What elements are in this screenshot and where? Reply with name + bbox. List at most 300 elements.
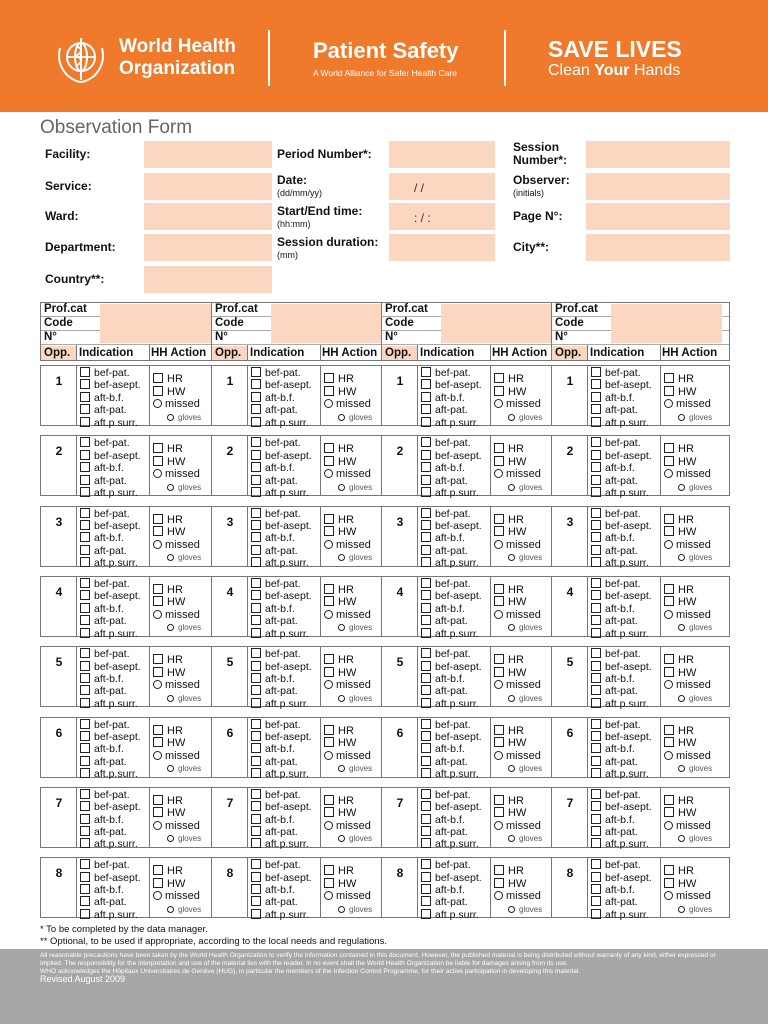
checkbox[interactable] bbox=[421, 487, 431, 497]
indication-option[interactable] bbox=[421, 590, 482, 602]
prof-cat-field[interactable] bbox=[271, 304, 382, 343]
prof-cat-field[interactable] bbox=[100, 304, 211, 343]
checkbox[interactable] bbox=[421, 673, 431, 683]
hh-action-option[interactable] bbox=[494, 795, 542, 808]
checkbox[interactable] bbox=[80, 487, 90, 497]
indication-option[interactable] bbox=[80, 603, 141, 615]
indication-option[interactable] bbox=[80, 743, 141, 755]
radio-button[interactable] bbox=[338, 624, 345, 631]
checkbox[interactable] bbox=[591, 719, 601, 729]
checkbox[interactable] bbox=[591, 404, 601, 414]
checkbox[interactable] bbox=[251, 628, 261, 638]
checkbox[interactable] bbox=[421, 437, 431, 447]
indication-option[interactable] bbox=[80, 578, 141, 590]
gloves-option[interactable] bbox=[153, 412, 201, 425]
checkbox[interactable] bbox=[421, 462, 431, 472]
indication-option[interactable] bbox=[421, 615, 482, 627]
checkbox[interactable] bbox=[421, 603, 431, 613]
hh-action-option[interactable] bbox=[494, 750, 542, 763]
checkbox[interactable] bbox=[251, 615, 261, 625]
checkbox[interactable] bbox=[80, 578, 90, 588]
checkbox[interactable] bbox=[421, 417, 431, 427]
checkbox[interactable] bbox=[421, 508, 431, 518]
checkbox[interactable] bbox=[80, 673, 90, 683]
hh-action-option[interactable] bbox=[494, 679, 542, 692]
hh-action-option[interactable] bbox=[664, 679, 712, 692]
indication-option[interactable] bbox=[251, 508, 312, 520]
checkbox[interactable] bbox=[251, 661, 261, 671]
checkbox[interactable] bbox=[494, 878, 504, 888]
indication-option[interactable] bbox=[421, 379, 482, 391]
hh-action-option[interactable] bbox=[324, 737, 372, 750]
indication-option[interactable] bbox=[421, 743, 482, 755]
indication-option[interactable] bbox=[421, 814, 482, 826]
start-end-time-field[interactable]: : / : bbox=[389, 203, 495, 230]
gloves-option[interactable] bbox=[324, 622, 372, 635]
indication-option[interactable] bbox=[251, 698, 312, 710]
indication-option[interactable] bbox=[80, 801, 141, 813]
checkbox[interactable] bbox=[251, 520, 261, 530]
hh-action-option[interactable] bbox=[494, 865, 542, 878]
indication-option[interactable] bbox=[421, 756, 482, 768]
radio-button[interactable] bbox=[508, 765, 515, 772]
checkbox[interactable] bbox=[494, 373, 504, 383]
indication-option[interactable] bbox=[80, 379, 141, 391]
radio-button[interactable] bbox=[153, 891, 162, 900]
indication-option[interactable] bbox=[80, 896, 141, 908]
indication-option[interactable] bbox=[591, 367, 652, 379]
checkbox[interactable] bbox=[421, 756, 431, 766]
radio-button[interactable] bbox=[678, 765, 685, 772]
indication-option[interactable] bbox=[251, 557, 312, 569]
checkbox[interactable] bbox=[421, 532, 431, 542]
checkbox[interactable] bbox=[251, 698, 261, 708]
indication-option[interactable] bbox=[421, 392, 482, 404]
checkbox[interactable] bbox=[153, 596, 163, 606]
radio-button[interactable] bbox=[508, 554, 515, 561]
indication-option[interactable] bbox=[251, 661, 312, 673]
indication-option[interactable] bbox=[591, 603, 652, 615]
indication-option[interactable] bbox=[80, 756, 141, 768]
checkbox[interactable] bbox=[324, 456, 334, 466]
checkbox[interactable] bbox=[80, 814, 90, 824]
indication-option[interactable] bbox=[251, 615, 312, 627]
hh-action-option[interactable] bbox=[153, 456, 201, 469]
indication-option[interactable] bbox=[421, 801, 482, 813]
checkbox[interactable] bbox=[251, 462, 261, 472]
indication-option[interactable] bbox=[591, 768, 652, 780]
checkbox[interactable] bbox=[591, 859, 601, 869]
checkbox[interactable] bbox=[324, 795, 334, 805]
indication-option[interactable] bbox=[591, 859, 652, 871]
indication-option[interactable] bbox=[421, 508, 482, 520]
checkbox[interactable] bbox=[591, 909, 601, 919]
indication-option[interactable] bbox=[251, 826, 312, 838]
checkbox[interactable] bbox=[421, 685, 431, 695]
hh-action-option[interactable] bbox=[324, 750, 372, 763]
hh-action-option[interactable] bbox=[664, 526, 712, 539]
checkbox[interactable] bbox=[494, 737, 504, 747]
checkbox[interactable] bbox=[251, 909, 261, 919]
indication-option[interactable] bbox=[251, 404, 312, 416]
indication-option[interactable] bbox=[421, 768, 482, 780]
indication-option[interactable] bbox=[251, 884, 312, 896]
indication-option[interactable] bbox=[421, 731, 482, 743]
radio-button[interactable] bbox=[338, 414, 345, 421]
indication-option[interactable] bbox=[80, 590, 141, 602]
radio-button[interactable] bbox=[338, 835, 345, 842]
indication-option[interactable] bbox=[80, 615, 141, 627]
hh-action-option[interactable] bbox=[664, 398, 712, 411]
hh-action-option[interactable] bbox=[153, 750, 201, 763]
hh-action-option[interactable] bbox=[153, 820, 201, 833]
checkbox[interactable] bbox=[591, 603, 601, 613]
checkbox[interactable] bbox=[80, 379, 90, 389]
hh-action-option[interactable] bbox=[153, 514, 201, 527]
hh-action-option[interactable] bbox=[664, 807, 712, 820]
checkbox[interactable] bbox=[421, 520, 431, 530]
indication-option[interactable] bbox=[591, 379, 652, 391]
gloves-option[interactable] bbox=[494, 833, 542, 846]
checkbox[interactable] bbox=[421, 475, 431, 485]
hh-action-option[interactable] bbox=[153, 539, 201, 552]
radio-button[interactable] bbox=[338, 765, 345, 772]
hh-action-option[interactable] bbox=[494, 514, 542, 527]
gloves-option[interactable] bbox=[153, 482, 201, 495]
checkbox[interactable] bbox=[324, 667, 334, 677]
checkbox[interactable] bbox=[251, 367, 261, 377]
checkbox[interactable] bbox=[251, 437, 261, 447]
indication-option[interactable] bbox=[421, 450, 482, 462]
indication-option[interactable] bbox=[80, 661, 141, 673]
indication-option[interactable] bbox=[251, 909, 312, 921]
hh-action-option[interactable] bbox=[153, 609, 201, 622]
checkbox[interactable] bbox=[494, 725, 504, 735]
checkbox[interactable] bbox=[421, 801, 431, 811]
checkbox[interactable] bbox=[80, 520, 90, 530]
gloves-option[interactable] bbox=[664, 904, 712, 917]
indication-option[interactable] bbox=[421, 628, 482, 640]
checkbox[interactable] bbox=[421, 789, 431, 799]
indication-option[interactable] bbox=[251, 487, 312, 499]
checkbox[interactable] bbox=[153, 795, 163, 805]
checkbox[interactable] bbox=[421, 872, 431, 882]
checkbox[interactable] bbox=[251, 603, 261, 613]
gloves-option[interactable] bbox=[153, 622, 201, 635]
checkbox[interactable] bbox=[251, 838, 261, 848]
radio-button[interactable] bbox=[338, 554, 345, 561]
radio-button[interactable] bbox=[324, 680, 333, 689]
gloves-option[interactable] bbox=[494, 763, 542, 776]
hh-action-option[interactable] bbox=[324, 539, 372, 552]
checkbox[interactable] bbox=[80, 532, 90, 542]
date-field[interactable]: / / bbox=[389, 173, 495, 200]
radio-button[interactable] bbox=[494, 680, 503, 689]
hh-action-option[interactable] bbox=[153, 526, 201, 539]
checkbox[interactable] bbox=[591, 615, 601, 625]
checkbox[interactable] bbox=[80, 884, 90, 894]
checkbox[interactable] bbox=[591, 789, 601, 799]
radio-button[interactable] bbox=[153, 610, 162, 619]
indication-option[interactable] bbox=[591, 896, 652, 908]
city-field[interactable] bbox=[586, 234, 730, 261]
checkbox[interactable] bbox=[591, 475, 601, 485]
checkbox[interactable] bbox=[664, 737, 674, 747]
indication-option[interactable] bbox=[80, 872, 141, 884]
indication-option[interactable] bbox=[591, 756, 652, 768]
checkbox[interactable] bbox=[494, 667, 504, 677]
checkbox[interactable] bbox=[80, 462, 90, 472]
gloves-option[interactable] bbox=[664, 763, 712, 776]
checkbox[interactable] bbox=[591, 392, 601, 402]
checkbox[interactable] bbox=[591, 487, 601, 497]
checkbox[interactable] bbox=[421, 814, 431, 824]
hh-action-option[interactable] bbox=[324, 679, 372, 692]
checkbox[interactable] bbox=[251, 673, 261, 683]
checkbox[interactable] bbox=[324, 514, 334, 524]
indication-option[interactable] bbox=[421, 719, 482, 731]
hh-action-option[interactable] bbox=[324, 584, 372, 597]
indication-option[interactable] bbox=[421, 648, 482, 660]
hh-action-option[interactable] bbox=[324, 820, 372, 833]
indication-option[interactable] bbox=[591, 648, 652, 660]
checkbox[interactable] bbox=[251, 590, 261, 600]
checkbox[interactable] bbox=[80, 685, 90, 695]
radio-button[interactable] bbox=[324, 751, 333, 760]
indication-option[interactable] bbox=[421, 872, 482, 884]
radio-button[interactable] bbox=[494, 751, 503, 760]
checkbox[interactable] bbox=[324, 865, 334, 875]
checkbox[interactable] bbox=[664, 807, 674, 817]
radio-button[interactable] bbox=[167, 906, 174, 913]
checkbox[interactable] bbox=[251, 719, 261, 729]
checkbox[interactable] bbox=[324, 807, 334, 817]
radio-button[interactable] bbox=[338, 695, 345, 702]
checkbox[interactable] bbox=[591, 896, 601, 906]
country-field[interactable] bbox=[144, 266, 272, 293]
hh-action-option[interactable] bbox=[494, 890, 542, 903]
hh-action-option[interactable] bbox=[664, 865, 712, 878]
indication-option[interactable] bbox=[591, 462, 652, 474]
hh-action-option[interactable] bbox=[494, 725, 542, 738]
checkbox[interactable] bbox=[324, 725, 334, 735]
hh-action-option[interactable] bbox=[153, 890, 201, 903]
checkbox[interactable] bbox=[591, 743, 601, 753]
radio-button[interactable] bbox=[494, 399, 503, 408]
gloves-option[interactable] bbox=[664, 552, 712, 565]
checkbox[interactable] bbox=[153, 865, 163, 875]
checkbox[interactable] bbox=[421, 379, 431, 389]
hh-action-option[interactable] bbox=[153, 878, 201, 891]
checkbox[interactable] bbox=[591, 379, 601, 389]
indication-option[interactable] bbox=[251, 801, 312, 813]
checkbox[interactable] bbox=[591, 532, 601, 542]
hh-action-option[interactable] bbox=[494, 386, 542, 399]
hh-action-option[interactable] bbox=[664, 609, 712, 622]
hh-action-option[interactable] bbox=[153, 386, 201, 399]
checkbox[interactable] bbox=[153, 584, 163, 594]
checkbox[interactable] bbox=[251, 578, 261, 588]
checkbox[interactable] bbox=[251, 896, 261, 906]
indication-option[interactable] bbox=[591, 743, 652, 755]
checkbox[interactable] bbox=[80, 475, 90, 485]
indication-option[interactable] bbox=[421, 520, 482, 532]
checkbox[interactable] bbox=[494, 795, 504, 805]
indication-option[interactable] bbox=[80, 557, 141, 569]
indication-option[interactable] bbox=[591, 909, 652, 921]
checkbox[interactable] bbox=[251, 417, 261, 427]
checkbox[interactable] bbox=[80, 768, 90, 778]
indication-option[interactable] bbox=[591, 475, 652, 487]
period-number-field[interactable] bbox=[389, 141, 495, 168]
hh-action-option[interactable] bbox=[664, 456, 712, 469]
checkbox[interactable] bbox=[494, 865, 504, 875]
indication-option[interactable] bbox=[80, 719, 141, 731]
radio-button[interactable] bbox=[664, 540, 673, 549]
checkbox[interactable] bbox=[421, 743, 431, 753]
hh-action-option[interactable] bbox=[494, 596, 542, 609]
radio-button[interactable] bbox=[494, 540, 503, 549]
gloves-option[interactable] bbox=[324, 833, 372, 846]
checkbox[interactable] bbox=[80, 615, 90, 625]
hh-action-option[interactable] bbox=[664, 750, 712, 763]
checkbox[interactable] bbox=[664, 373, 674, 383]
hh-action-option[interactable] bbox=[324, 468, 372, 481]
checkbox[interactable] bbox=[591, 578, 601, 588]
indication-option[interactable] bbox=[591, 698, 652, 710]
gloves-option[interactable] bbox=[324, 693, 372, 706]
checkbox[interactable] bbox=[324, 443, 334, 453]
ward-field[interactable] bbox=[144, 203, 272, 230]
hh-action-option[interactable] bbox=[324, 443, 372, 456]
indication-option[interactable] bbox=[591, 532, 652, 544]
gloves-option[interactable] bbox=[664, 693, 712, 706]
indication-option[interactable] bbox=[80, 859, 141, 871]
indication-option[interactable] bbox=[251, 578, 312, 590]
checkbox[interactable] bbox=[664, 443, 674, 453]
hh-action-option[interactable] bbox=[324, 398, 372, 411]
hh-action-option[interactable] bbox=[664, 443, 712, 456]
checkbox[interactable] bbox=[251, 487, 261, 497]
checkbox[interactable] bbox=[80, 756, 90, 766]
checkbox[interactable] bbox=[421, 557, 431, 567]
indication-option[interactable] bbox=[421, 896, 482, 908]
checkbox[interactable] bbox=[324, 526, 334, 536]
radio-button[interactable] bbox=[338, 484, 345, 491]
hh-action-option[interactable] bbox=[324, 654, 372, 667]
radio-button[interactable] bbox=[324, 399, 333, 408]
radio-button[interactable] bbox=[338, 906, 345, 913]
indication-option[interactable] bbox=[591, 590, 652, 602]
hh-action-option[interactable] bbox=[664, 514, 712, 527]
indication-option[interactable] bbox=[80, 789, 141, 801]
checkbox[interactable] bbox=[80, 909, 90, 919]
gloves-option[interactable] bbox=[664, 412, 712, 425]
indication-option[interactable] bbox=[251, 648, 312, 660]
checkbox[interactable] bbox=[324, 373, 334, 383]
hh-action-option[interactable] bbox=[324, 667, 372, 680]
checkbox[interactable] bbox=[153, 807, 163, 817]
checkbox[interactable] bbox=[591, 520, 601, 530]
hh-action-option[interactable] bbox=[153, 737, 201, 750]
hh-action-option[interactable] bbox=[153, 865, 201, 878]
indication-option[interactable] bbox=[421, 685, 482, 697]
indication-option[interactable] bbox=[591, 872, 652, 884]
indication-option[interactable] bbox=[591, 661, 652, 673]
checkbox[interactable] bbox=[494, 386, 504, 396]
checkbox[interactable] bbox=[251, 743, 261, 753]
checkbox[interactable] bbox=[80, 437, 90, 447]
checkbox[interactable] bbox=[421, 661, 431, 671]
hh-action-option[interactable] bbox=[494, 539, 542, 552]
hh-action-option[interactable] bbox=[153, 654, 201, 667]
indication-option[interactable] bbox=[591, 685, 652, 697]
hh-action-option[interactable] bbox=[324, 890, 372, 903]
indication-option[interactable] bbox=[421, 603, 482, 615]
checkbox[interactable] bbox=[324, 878, 334, 888]
checkbox[interactable] bbox=[591, 801, 601, 811]
indication-option[interactable] bbox=[251, 520, 312, 532]
radio-button[interactable] bbox=[678, 624, 685, 631]
radio-button[interactable] bbox=[664, 821, 673, 830]
checkbox[interactable] bbox=[591, 417, 601, 427]
indication-option[interactable] bbox=[591, 450, 652, 462]
radio-button[interactable] bbox=[153, 469, 162, 478]
indication-option[interactable] bbox=[591, 838, 652, 850]
checkbox[interactable] bbox=[153, 654, 163, 664]
indication-option[interactable] bbox=[80, 838, 141, 850]
checkbox[interactable] bbox=[494, 526, 504, 536]
indication-option[interactable] bbox=[591, 578, 652, 590]
radio-button[interactable] bbox=[508, 414, 515, 421]
indication-option[interactable] bbox=[591, 789, 652, 801]
gloves-option[interactable] bbox=[494, 552, 542, 565]
indication-option[interactable] bbox=[591, 673, 652, 685]
service-field[interactable] bbox=[144, 173, 272, 200]
indication-option[interactable] bbox=[80, 826, 141, 838]
indication-option[interactable] bbox=[251, 475, 312, 487]
checkbox[interactable] bbox=[80, 508, 90, 518]
indication-option[interactable] bbox=[591, 392, 652, 404]
indication-option[interactable] bbox=[421, 545, 482, 557]
checkbox[interactable] bbox=[591, 814, 601, 824]
indication-option[interactable] bbox=[421, 673, 482, 685]
gloves-option[interactable] bbox=[153, 833, 201, 846]
radio-button[interactable] bbox=[664, 399, 673, 408]
indication-option[interactable] bbox=[421, 909, 482, 921]
hh-action-option[interactable] bbox=[664, 539, 712, 552]
checkbox[interactable] bbox=[324, 737, 334, 747]
checkbox[interactable] bbox=[80, 417, 90, 427]
radio-button[interactable] bbox=[508, 624, 515, 631]
checkbox[interactable] bbox=[664, 526, 674, 536]
checkbox[interactable] bbox=[153, 514, 163, 524]
checkbox[interactable] bbox=[153, 456, 163, 466]
hh-action-option[interactable] bbox=[664, 820, 712, 833]
radio-button[interactable] bbox=[167, 835, 174, 842]
checkbox[interactable] bbox=[251, 392, 261, 402]
gloves-option[interactable] bbox=[324, 482, 372, 495]
checkbox[interactable] bbox=[591, 685, 601, 695]
checkbox[interactable] bbox=[251, 756, 261, 766]
checkbox[interactable] bbox=[591, 545, 601, 555]
checkbox[interactable] bbox=[591, 698, 601, 708]
gloves-option[interactable] bbox=[153, 552, 201, 565]
gloves-option[interactable] bbox=[153, 763, 201, 776]
checkbox[interactable] bbox=[421, 392, 431, 402]
hh-action-option[interactable] bbox=[324, 514, 372, 527]
hh-action-option[interactable] bbox=[324, 526, 372, 539]
